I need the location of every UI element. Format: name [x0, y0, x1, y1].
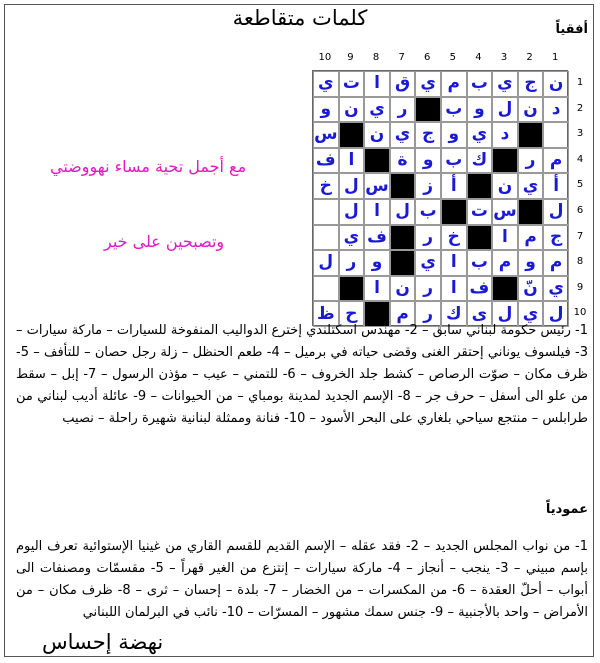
- column-number: 3: [500, 52, 508, 63]
- grid-cell: و: [415, 148, 441, 174]
- grid-cell: أ: [543, 173, 569, 199]
- row-numbers: [572, 70, 588, 326]
- grid-cell: ي: [339, 225, 365, 251]
- grid-cell: ر: [415, 276, 441, 302]
- grid-cell: ف: [313, 148, 339, 174]
- grid-cell: نّ: [518, 276, 544, 302]
- grid-cell: ب: [441, 97, 467, 123]
- grid-cell-black: [467, 173, 493, 199]
- grid-cell: و: [467, 97, 493, 123]
- grid-cell: ج: [543, 225, 569, 251]
- column-number: 8: [372, 52, 380, 63]
- grid-cell: ب: [467, 250, 493, 276]
- row-number: 3: [576, 128, 584, 140]
- grid-cell: م: [518, 225, 544, 251]
- grid-cell: ل: [492, 97, 518, 123]
- signature: نهضة إحساس: [42, 630, 164, 654]
- grid-cell: خ: [441, 225, 467, 251]
- grid-cell: ت: [467, 199, 493, 225]
- grid-cell: و: [364, 250, 390, 276]
- grid-cell: ظ: [313, 301, 339, 327]
- grid-cell: ر: [415, 301, 441, 327]
- grid-cell: ل: [313, 250, 339, 276]
- grid-cell: ن: [390, 276, 416, 302]
- grid-cell: ب: [467, 71, 493, 97]
- grid-cell-black: [390, 173, 416, 199]
- grid-cell-black: [364, 148, 390, 174]
- grid-cell: ل: [339, 199, 365, 225]
- grid-cell: د: [492, 122, 518, 148]
- grid-cell: [543, 122, 569, 148]
- grid-cell: ر: [390, 97, 416, 123]
- grid-cell-black: [339, 122, 365, 148]
- grid-cell: ا: [364, 71, 390, 97]
- grid-cell: ح: [339, 301, 365, 327]
- grid-cell: ى: [467, 301, 493, 327]
- greeting-line-1: مع أجمل تحية مساء نهووضتي: [50, 157, 247, 176]
- grid-cell: ي: [313, 71, 339, 97]
- across-clues: 1- رئيس حكومة لبناني سابق – 2- مهندس اسكتلندي إخترع الدواليب المنفوخة للسيارات – ماركة سيارات – 3- فيلسوف يوناني إحتقر الغنى وقضى حياته في برميل – 4- طعم الحنظل – زلة رجل حصان – للتأفف – 5- ظرف مكان – صوّت الرصاص – كشط جلد الخروف – 6- للتمني – عيب – مؤذن الرسول – 7- إبل – سقط من علو الى أسفل – حرف جر – 8- الإسم الجديد لمدينة بومباي – من الحيوانات – 9- عائلة أديب لبناني من طرابلس – منتجع سياحي بلغاري على البحر الأسود – 10- فنانة وممثلة لبنانية شهيرة راحلة – نصيب: [16, 323, 589, 426]
- grid-cell: ا: [364, 276, 390, 302]
- grid-cell-black: [339, 276, 365, 302]
- grid-cell: خ: [313, 173, 339, 199]
- row-number: 10: [573, 307, 587, 319]
- grid-cell: ي: [492, 71, 518, 97]
- grid-cell: م: [390, 301, 416, 327]
- greeting-line-2: وتصبحين على خير: [104, 232, 225, 251]
- grid-cell: م: [492, 250, 518, 276]
- column-number: 2: [526, 52, 533, 63]
- grid-cell: ن: [492, 173, 518, 199]
- grid-cell: د: [543, 97, 569, 123]
- row-number: 8: [576, 256, 584, 268]
- grid-cell: [313, 276, 339, 302]
- grid-cell: ل: [339, 173, 365, 199]
- grid-cell: ر: [339, 250, 365, 276]
- grid-cell: ي: [518, 301, 544, 327]
- grid-cell: ف: [467, 276, 493, 302]
- column-number: 5: [449, 52, 457, 63]
- grid-cell: ي: [390, 122, 416, 148]
- grid-cell: ي: [543, 276, 569, 302]
- column-numbers: [312, 52, 568, 63]
- grid-cell: ك: [467, 148, 493, 174]
- grid-cell: ن: [364, 122, 390, 148]
- grid-cell: ا: [492, 225, 518, 251]
- row-number: 7: [576, 230, 584, 242]
- grid-cell: ر: [415, 225, 441, 251]
- grid-cell: ب: [415, 199, 441, 225]
- grid-cell: ي: [415, 71, 441, 97]
- grid-cell: ب: [441, 148, 467, 174]
- column-number: 4: [475, 52, 482, 63]
- down-clues: 1- من نواب المجلس الجديد – 2- فقد عقله – الإسم القديم للقسم القاري من غينيا الإستوائية تعرف اليوم بإسم مبيني – 3- ينجب – أنجاز – 4- ماركة سيارات – إنتزع من الغير قهراً – 5- مقسمّات ومصنفات الى أبواب – أحلّ العقدة – 6- من المكسرات – من الخضار – 7- بلدة – إحسان – ثرى – 8- ظرف مكان – من الأمراض – واحد بالأجنبية – 9- جنس سمك مشهور – المسرّات – 10- نائب في البرلمان اللبناني: [16, 539, 588, 620]
- grid-cell: ل: [543, 199, 569, 225]
- grid-cell: ل: [492, 301, 518, 327]
- grid-cell: م: [543, 148, 569, 174]
- down-heading: عمودياً: [545, 502, 588, 517]
- grid-cell: ن: [339, 97, 365, 123]
- column-number: 1: [552, 52, 559, 63]
- row-number: 4: [576, 153, 584, 165]
- page-title: كلمات متقاطعة: [232, 6, 368, 30]
- grid-cell: س: [364, 173, 390, 199]
- across-heading: أفقياً: [555, 22, 588, 37]
- grid-cell-black: [415, 97, 441, 123]
- grid-cell: ك: [441, 301, 467, 327]
- column-number: 7: [398, 52, 405, 63]
- grid-cell: ق: [390, 71, 416, 97]
- grid-cell-black: [518, 122, 544, 148]
- grid-cell: و: [441, 122, 467, 148]
- grid-cell: ل: [390, 199, 416, 225]
- grid-cell: [313, 199, 339, 225]
- grid-cell-black: [467, 225, 493, 251]
- grid-cell-black: [492, 148, 518, 174]
- grid-cell: و: [518, 250, 544, 276]
- grid-cell: ي: [415, 250, 441, 276]
- grid-cell: ج: [415, 122, 441, 148]
- grid-cell-black: [492, 276, 518, 302]
- grid-cell: ف: [364, 225, 390, 251]
- row-number: 6: [576, 204, 584, 216]
- grid-cell: ر: [518, 148, 544, 174]
- grid-cell-black: [390, 250, 416, 276]
- column-number: 10: [318, 52, 332, 63]
- grid-cell-black: [441, 199, 467, 225]
- row-number: 1: [576, 77, 584, 88]
- grid-cell: م: [543, 250, 569, 276]
- grid-cell: أ: [441, 173, 467, 199]
- grid-cell: ة: [390, 148, 416, 174]
- row-number: 9: [576, 281, 584, 293]
- grid-cell: م: [441, 71, 467, 97]
- grid-cell-black: [390, 225, 416, 251]
- grid-cell: ز: [415, 173, 441, 199]
- grid-cell: ي: [518, 173, 544, 199]
- grid-cell: ا: [441, 276, 467, 302]
- row-number: 2: [576, 102, 584, 114]
- grid-cell: ل: [543, 301, 569, 327]
- grid-cell: ا: [441, 250, 467, 276]
- column-number: 9: [347, 52, 354, 63]
- grid-cell: ا: [364, 199, 390, 225]
- grid-cell: ي: [467, 122, 493, 148]
- column-number: 6: [424, 52, 431, 63]
- grid-cell-black: [518, 199, 544, 225]
- grid-cell: [313, 225, 339, 251]
- grid-cell: س: [492, 199, 518, 225]
- crossword-grid: [312, 70, 568, 326]
- grid-cell: و: [313, 97, 339, 123]
- row-number: 5: [576, 179, 584, 191]
- grid-cell: ن: [518, 97, 544, 123]
- grid-cell: ي: [364, 97, 390, 123]
- grid-cell: ن: [543, 71, 569, 97]
- grid-cell: ت: [339, 71, 365, 97]
- grid-cell: س: [313, 122, 339, 148]
- grid-cell: ج: [518, 71, 544, 97]
- grid-cell: ا: [339, 148, 365, 174]
